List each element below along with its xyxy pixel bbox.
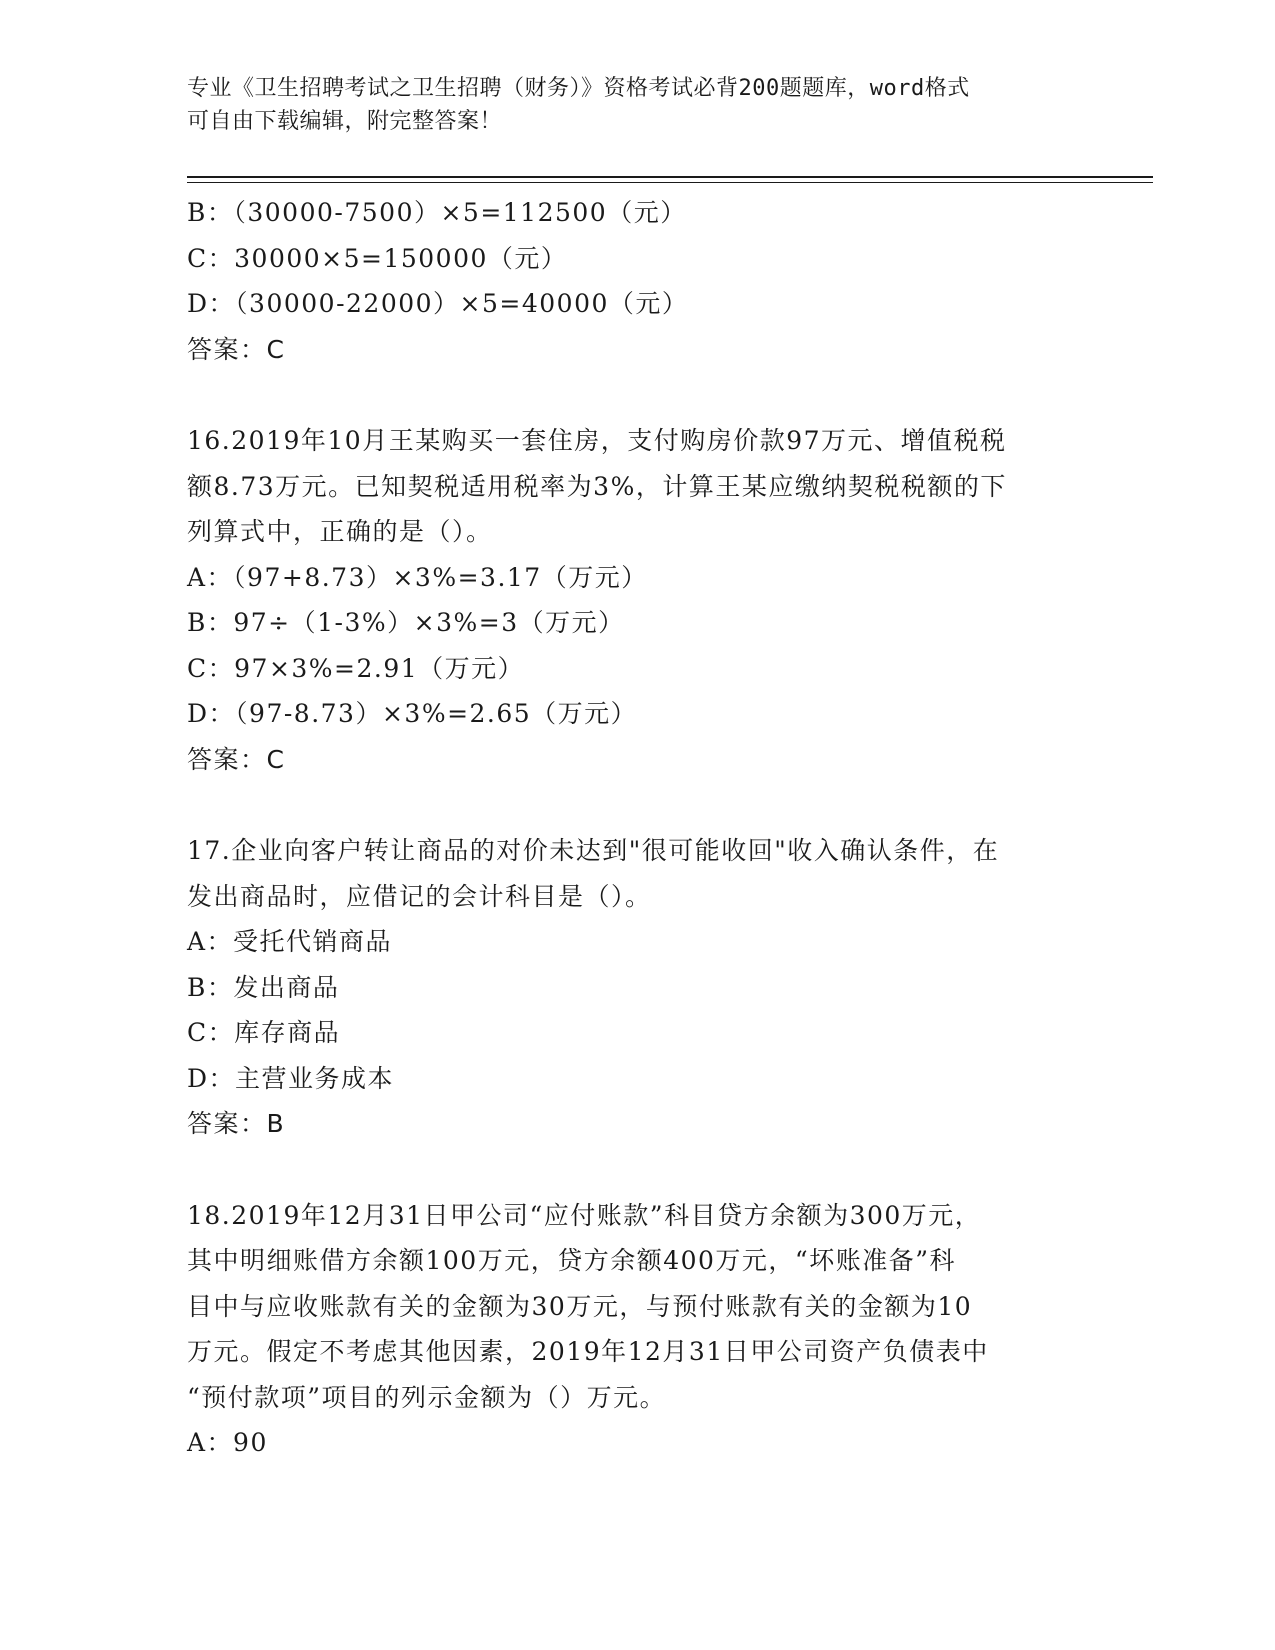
question-text-line: 17.企业向客户转让商品的对价未达到"很可能收回"收入确认条件，在 (187, 836, 1000, 865)
header-line-2: 可自由下载编辑，附完整答案！ (187, 109, 503, 134)
question-block-17 (187, 828, 1087, 1147)
header-rule-thin (187, 182, 1153, 183)
header-rule-thick (187, 176, 1153, 178)
option-b: B：（30000-7500）×5=112500（元） (187, 198, 687, 227)
option-d: D：主营业务成本 (187, 1063, 395, 1093)
option-c: C：97×3%=2.91（万元） (187, 653, 525, 683)
question-text-line: 其中明细账借方余额100万元，贷方余额400万元，“坏账准备”科 (187, 1246, 956, 1275)
answer-line: 答案：B (187, 1109, 286, 1138)
answer-line: 答案：C (187, 334, 286, 364)
option-a: A：90 (187, 1428, 268, 1457)
option-b: B：发出商品 (187, 972, 340, 1002)
question-text-line: 目中与应收账款有关的金额为30万元，与预付账款有关的金额为10 (187, 1291, 973, 1321)
option-d: D：（30000-22000）×5=40000（元） (187, 289, 689, 318)
question-block-15 (187, 190, 1087, 372)
question-text-line: 16.2019年10月王某购买一套住房，支付购房价款97万元、增值税税 (187, 426, 1007, 455)
question-text-line: “预付款项”项目的列示金额为（）万元。 (187, 1382, 667, 1412)
question-block-16 (187, 418, 1087, 782)
question-text-line: 18.2019年12月31日甲公司“应付账款”科目贷方余额为300万元， (187, 1200, 982, 1230)
question-text-line: 列算式中，正确的是（）。 (187, 517, 493, 546)
document-header (187, 72, 1087, 138)
question-text-line: 额8.73万元。已知契税适用税率为3%，计算王某应缴纳契税税额的下 (187, 471, 1007, 501)
answer-line: 答案：C (187, 744, 286, 774)
question-text-line: 万元。假定不考虑其他因素，2019年12月31日甲公司资产负债表中 (187, 1337, 989, 1366)
option-a: A：（97+8.73）×3%=3.17（万元） (187, 562, 648, 592)
option-a: A：受托代销商品 (187, 927, 393, 956)
header-line-1: 专业《卫生招聘考试之卫生招聘（财务）》资格考试必背200题题库，word格式 (187, 76, 970, 101)
option-c: C：库存商品 (187, 1018, 341, 1047)
question-text-line: 发出商品时，应借记的会计科目是（）。 (187, 881, 652, 911)
option-c: C：30000×5=150000（元） (187, 243, 568, 273)
option-d: D：（97-8.73）×3%=2.65（万元） (187, 699, 638, 728)
question-content (187, 190, 1087, 1466)
question-block-18 (187, 1193, 1087, 1466)
option-b: B：97÷（1-3%）×3%=3（万元） (187, 608, 625, 637)
